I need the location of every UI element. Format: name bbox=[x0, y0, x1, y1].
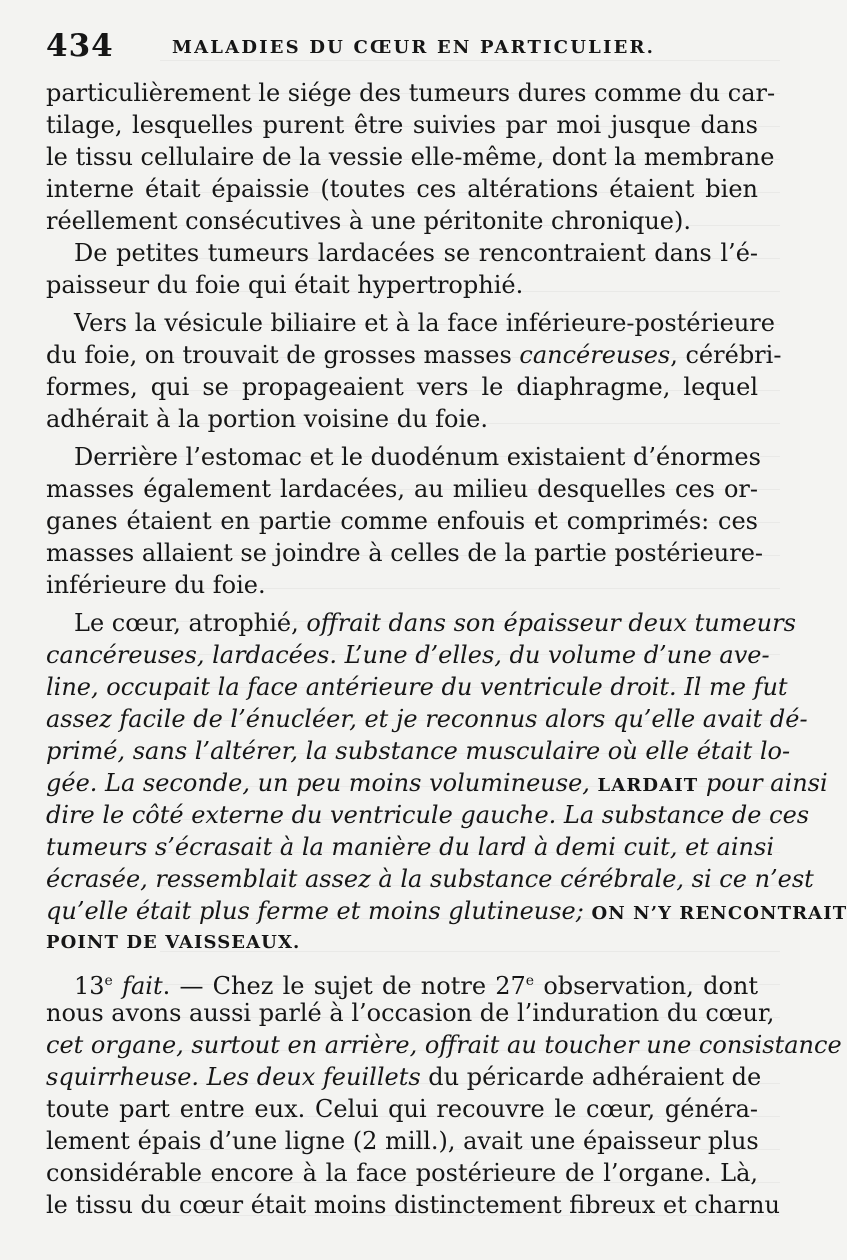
text-line: primé, sans l’altérer, la substance musculaire où elle était lo- bbox=[46, 737, 791, 765]
text-line: inférieure du foie. bbox=[46, 571, 266, 599]
text-line: paisseur du foie qui était hypertrophié. bbox=[46, 271, 524, 299]
text-line: réellement consécutives à une péritonite chronique). bbox=[46, 207, 691, 235]
text-line: toute part entre eux. Celui qui recouvre le cœur, généra- bbox=[46, 1095, 758, 1123]
text-line: écrasée, ressemblait assez à la substance cérébrale, si ce n’est bbox=[46, 865, 814, 893]
text-line: ganes étaient en partie comme enfouis et comprimés: ces bbox=[46, 507, 758, 535]
italic-text: gée. La seconde, un peu moins volumineuse, bbox=[46, 769, 598, 797]
text-segment: du foie, on trouvait de grosses masses bbox=[46, 341, 520, 369]
text-line: masses également lardacées, au milieu desquelles ces or- bbox=[46, 475, 758, 503]
text-line: nous avons aussi parlé à l’occasion de l’induration du cœur, bbox=[46, 999, 775, 1027]
italic-text: cancéreuses bbox=[519, 341, 671, 369]
text-line: formes, qui se propageaient vers le diaphragme, lequel bbox=[46, 373, 758, 401]
text-line: dire le côté externe du ventricule gauche. La substance de ces bbox=[46, 801, 810, 829]
text-line bbox=[46, 965, 758, 1000]
text-line: De petites tumeurs lardacées se rencontraient dans l’é- bbox=[74, 239, 758, 267]
text-line: lement épais d’une ligne (2 mill.), avait une épaisseur plus bbox=[46, 1127, 759, 1155]
text-line: assez facile de l’énucléer, et je reconnus alors qu’elle avait dé- bbox=[46, 705, 808, 733]
text-line: le tissu du cœur était moins distinctement fibreux et charnu bbox=[46, 1191, 780, 1219]
text-segment: , cérébri- bbox=[670, 341, 782, 369]
text-line: particulièrement le siége des tumeurs dures comme du car- bbox=[46, 79, 776, 107]
italic-text: offrait dans son épaisseur deux tumeurs bbox=[306, 609, 796, 637]
text-line bbox=[46, 895, 847, 927]
superscript: e bbox=[525, 973, 535, 989]
small-caps-text: ON N’Y RENCONTRAIT bbox=[591, 903, 847, 924]
italic-text: fait bbox=[112, 972, 163, 1000]
text-line: adhérait à la portion voisine du foie. bbox=[46, 405, 489, 433]
text-line: POINT DE VAISSEAUX. bbox=[46, 932, 301, 953]
italic-text: pour ainsi bbox=[698, 769, 828, 797]
superscript: e bbox=[104, 973, 113, 989]
text-line: tilage, lesquelles purent être suivies par moi jusque dans bbox=[46, 111, 758, 139]
small-caps-text: LARDAIT bbox=[597, 775, 699, 796]
text-line bbox=[46, 767, 828, 799]
running-head: MALADIES DU CŒUR EN PARTICULIER. bbox=[172, 37, 656, 58]
text-line: cancéreuses, lardacées. L’une d’elles, du volume d’une ave- bbox=[46, 641, 770, 669]
page-number: 434 bbox=[46, 28, 114, 64]
text-line: masses allaient se joindre à celles de la partie postérieure- bbox=[46, 539, 764, 567]
italic-text: qu’elle était plus ferme et moins glutineuse; bbox=[46, 897, 592, 925]
text-line bbox=[46, 339, 782, 371]
text-segment: observation, dont bbox=[534, 972, 758, 1000]
page-text bbox=[46, 77, 847, 1221]
text-segment: Le cœur, atrophié, bbox=[74, 609, 307, 637]
text-line bbox=[46, 607, 796, 639]
text-line: Derrière l’estomac et le duodénum existaient d’énormes bbox=[74, 443, 761, 471]
text-line: tumeurs s’écrasait à la manière du lard à demi cuit, et ainsi bbox=[46, 833, 774, 861]
text-line: interne était épaissie (toutes ces altérations étaient bien bbox=[46, 175, 758, 203]
text-line: le tissu cellulaire de la vessie elle-même, dont la membrane bbox=[46, 143, 775, 171]
text-line: line, occupait la face antérieure du ventricule droit. Il me fut bbox=[46, 673, 788, 701]
text-segment: du péricarde adhéraient de bbox=[420, 1063, 762, 1091]
text-line: Vers la vésicule biliaire et à la face inférieure-postérieure bbox=[74, 309, 775, 337]
page-header bbox=[46, 28, 758, 70]
italic-text: squirrheuse. Les deux feuillets bbox=[46, 1063, 421, 1091]
text-segment: . — Chez le sujet de notre 27 bbox=[162, 972, 526, 1000]
text-line bbox=[46, 1061, 762, 1093]
text-line: considérable encore à la face postérieure de l’organe. Là, bbox=[46, 1159, 758, 1187]
text-line: cet organe, surtout en arrière, offrait au toucher une consistance bbox=[46, 1031, 842, 1059]
text-segment: 13 bbox=[74, 972, 105, 1000]
